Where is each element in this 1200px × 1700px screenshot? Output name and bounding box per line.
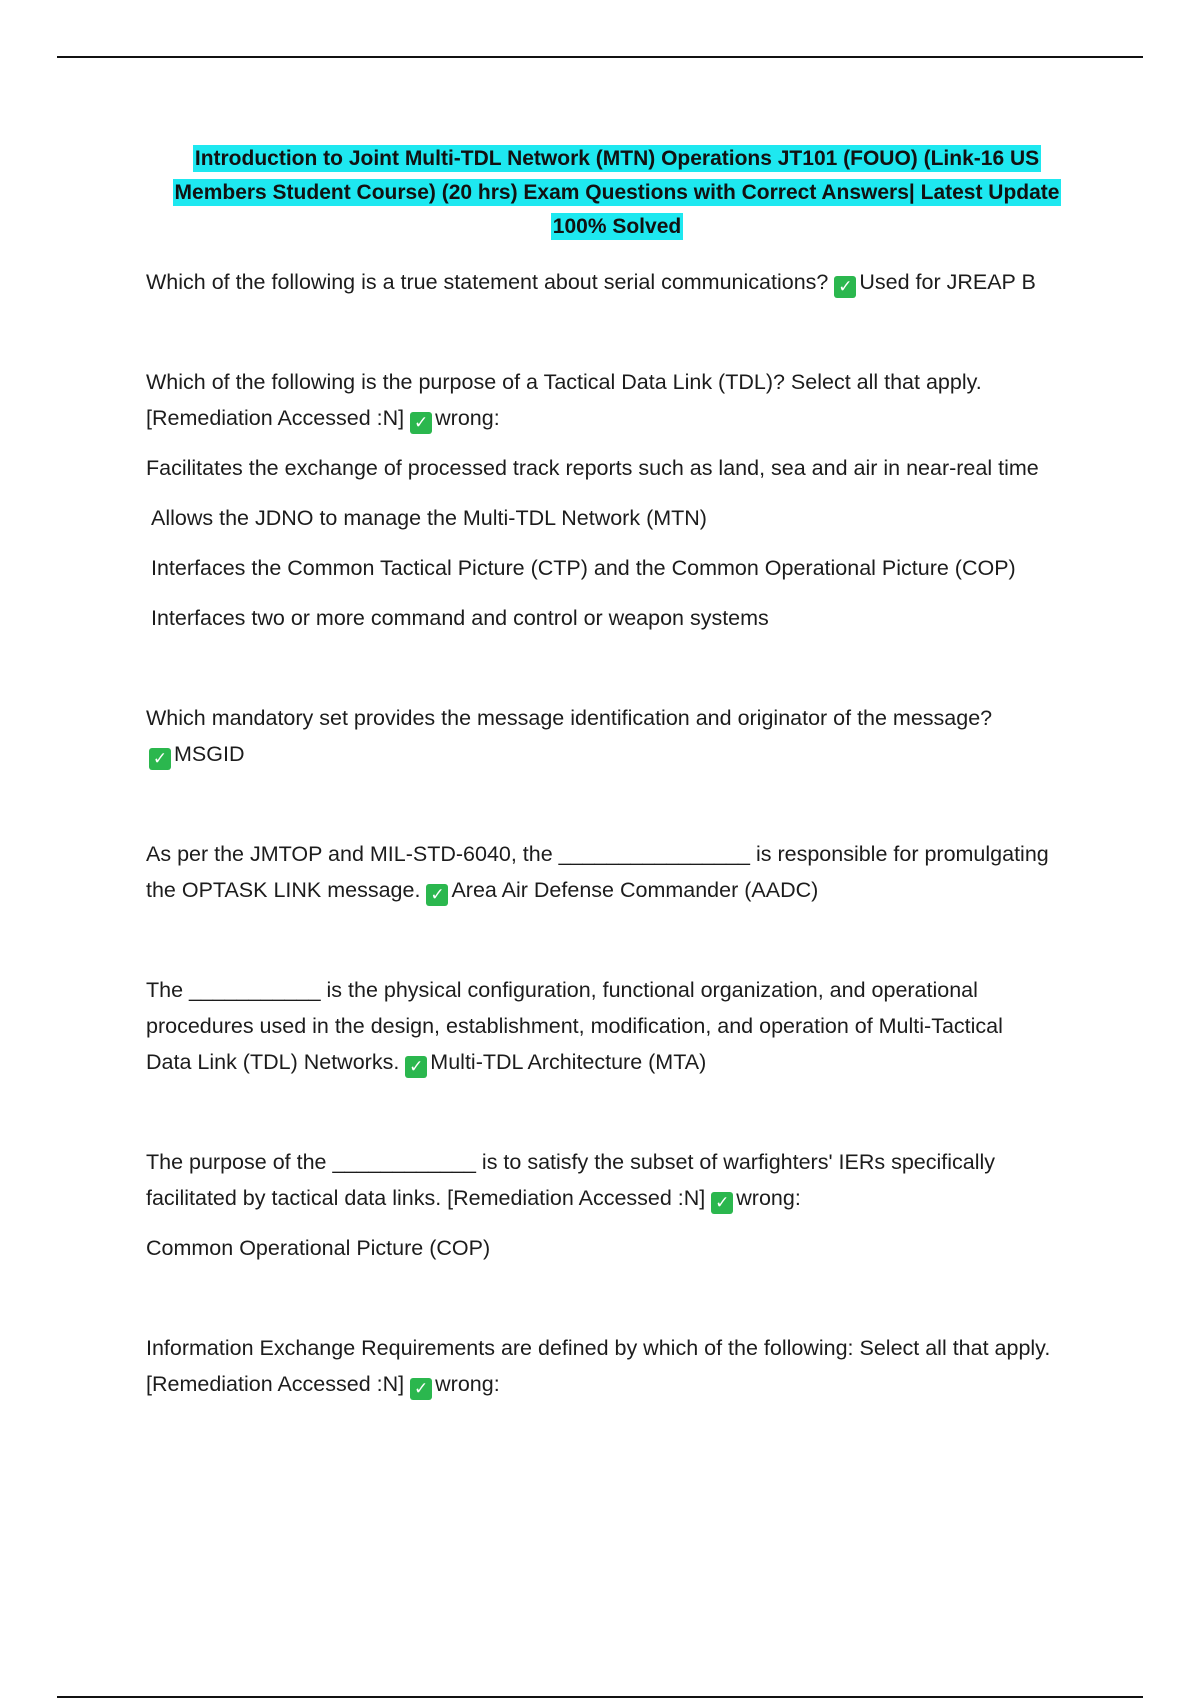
title-line-2: Members Student Course) (20 hrs) Exam Questions with Correct Answers| Latest Update <box>174 181 1060 204</box>
question-text: procedures used in the design, establishment, modification, and operation of Multi-Tactical <box>146 1014 1003 1038</box>
question-text: the OPTASK LINK message. <box>146 878 421 902</box>
answer-text: Multi-TDL Architecture (MTA) <box>430 1050 707 1074</box>
top-rule <box>57 56 1143 58</box>
question-text: As per the JMTOP and MIL-STD-6040, the ________________ is responsible for promulgating <box>146 842 1049 866</box>
green-checkbox-icon: ✓ <box>834 276 856 298</box>
green-checkbox-icon: ✓ <box>410 1378 432 1400</box>
answer-option: Facilitates the exchange of processed track reports such as land, sea and air in near-real time <box>146 456 1039 480</box>
green-checkbox-icon: ✓ <box>426 884 448 906</box>
title-line-1: Introduction to Joint Multi-TDL Network (MTN) Operations JT101 (FOUO) (Link-16 US <box>194 147 1040 170</box>
question-text: The purpose of the ____________ is to satisfy the subset of warfighters' IERs specifically <box>146 1150 996 1174</box>
question-3 <box>146 700 1106 772</box>
answer-text: wrong: <box>736 1186 801 1210</box>
question-6 <box>146 1144 1106 1266</box>
question-7 <box>146 1330 1106 1402</box>
question-text: facilitated by tactical data links. [Remediation Accessed :N] <box>146 1186 706 1210</box>
question-text: Information Exchange Requirements are defined by which of the following: Select all that apply. <box>146 1336 1051 1360</box>
document-title <box>150 142 1084 244</box>
question-5 <box>146 972 1106 1080</box>
answer-text: Area Air Defense Commander (AADC) <box>451 878 819 902</box>
bottom-rule <box>57 1696 1143 1698</box>
question-text: Which of the following is a true statement about serial communications? <box>146 270 829 294</box>
answer-text: MSGID <box>174 742 245 766</box>
question-text: Data Link (TDL) Networks. <box>146 1050 400 1074</box>
question-text: [Remediation Accessed :N] <box>146 406 405 430</box>
question-text: [Remediation Accessed :N] <box>146 1372 405 1396</box>
green-checkbox-icon: ✓ <box>711 1192 733 1214</box>
answer-option: Common Operational Picture (COP) <box>146 1236 491 1260</box>
question-1 <box>146 264 1106 300</box>
answer-option: Interfaces two or more command and control or weapon systems <box>151 606 769 630</box>
answer-text: wrong: <box>435 1372 500 1396</box>
green-checkbox-icon: ✓ <box>405 1056 427 1078</box>
answer-option: Allows the JDNO to manage the Multi-TDL Network (MTN) <box>151 506 707 530</box>
question-4 <box>146 836 1106 908</box>
questions-list <box>146 264 1106 1402</box>
green-checkbox-icon: ✓ <box>149 748 171 770</box>
green-checkbox-icon: ✓ <box>410 412 432 434</box>
question-text: The ___________ is the physical configuration, functional organization, and operational <box>146 978 978 1002</box>
title-line-3: 100% Solved <box>552 215 682 238</box>
question-text: Which of the following is the purpose of a Tactical Data Link (TDL)? Select all that apply. <box>146 370 982 394</box>
answer-option: Interfaces the Common Tactical Picture (CTP) and the Common Operational Picture (COP) <box>151 556 1016 580</box>
question-text: Which mandatory set provides the message identification and originator of the message? <box>146 706 993 730</box>
answer-text: Used for JREAP B <box>859 270 1036 294</box>
answer-text: wrong: <box>435 406 500 430</box>
question-2 <box>146 364 1106 636</box>
